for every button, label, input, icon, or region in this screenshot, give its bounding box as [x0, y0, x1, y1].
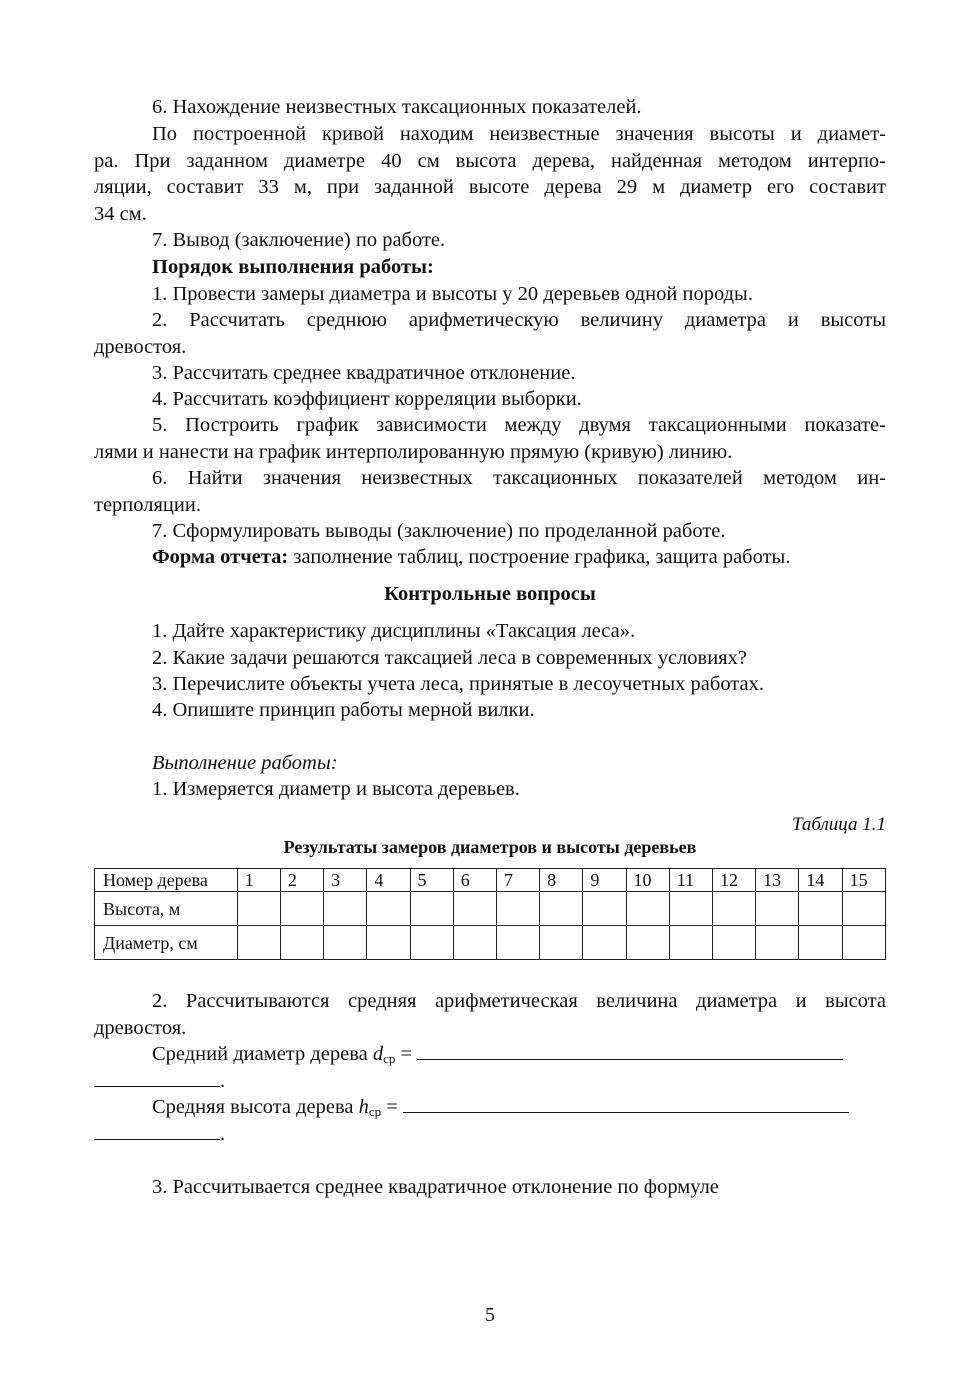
mean-height-equals: = [381, 1096, 403, 1118]
step2-line-1: 2. Рассчитываются средняя арифметическая величина диаметра и высота [152, 990, 886, 1012]
mean-height-blank[interactable] [403, 1094, 849, 1113]
mean-diameter-label: Средний диаметр дерева [152, 1043, 373, 1065]
tree-number-cell: 14 [799, 869, 842, 892]
procedure-step-6-line-2: терполяции. [94, 494, 201, 516]
tree-number-cell: 9 [583, 869, 626, 892]
procedure-step-7: 7. Сформулировать выводы (заключение) по проделанной работе. [152, 520, 726, 542]
procedure-heading: Порядок выполнения работы: [152, 256, 434, 278]
mean-diameter-symbol: d [372, 1043, 384, 1065]
diameter-cell[interactable] [496, 926, 539, 960]
height-cell[interactable] [756, 892, 799, 926]
tree-number-cell: 1 [237, 869, 280, 892]
tree-number-cell: 3 [324, 869, 367, 892]
table-header-row [95, 869, 886, 892]
section6-heading: 6. Нахождение неизвестных таксационных показателей. [152, 96, 642, 118]
diameter-cell[interactable] [453, 926, 496, 960]
height-cell[interactable] [280, 892, 323, 926]
question-2: 2. Какие задачи решаются таксацией леса в современных условиях? [152, 647, 747, 669]
procedure-step-5-line-2: лями и нанести на график интерполированную прямую (кривую) линию. [94, 441, 733, 463]
execution-heading: Выполнение работы: [152, 752, 338, 774]
height-cell[interactable] [712, 892, 755, 926]
tree-number-cell: 2 [280, 869, 323, 892]
question-4: 4. Опишите принцип работы мерной вилки. [152, 699, 535, 721]
results-table [94, 868, 886, 960]
diameter-cell[interactable] [669, 926, 712, 960]
height-cell[interactable] [324, 892, 367, 926]
diameter-cell[interactable] [712, 926, 755, 960]
mean-height-subscript: ср [368, 1104, 382, 1119]
section6-paragraph [94, 121, 886, 227]
question-3: 3. Перечислите объекты учета леса, принятые в лесоучетных работах. [152, 673, 764, 695]
height-cell[interactable] [410, 892, 453, 926]
diameter-cell[interactable] [237, 926, 280, 960]
procedure-step-6-line-1: 6. Найти значения неизвестных таксационных показателей методом ин- [152, 467, 886, 489]
question-1: 1. Дайте характеристику дисциплины «Таксация леса». [152, 620, 636, 642]
height-cell[interactable] [669, 892, 712, 926]
diameter-cell[interactable] [367, 926, 410, 960]
height-cell[interactable] [237, 892, 280, 926]
tree-number-header: Номер дерева [95, 869, 238, 892]
mean-diameter-period: . [220, 1070, 226, 1092]
height-cell[interactable] [496, 892, 539, 926]
tree-number-cell: 4 [367, 869, 410, 892]
section6-line-4: 34 см. [94, 202, 147, 225]
height-cell[interactable] [626, 892, 669, 926]
procedure-step-3: 3. Рассчитать среднее квадратичное отклонение. [152, 362, 576, 384]
mean-height-label: Средняя высота дерева [152, 1096, 359, 1118]
diameter-cell[interactable] [324, 926, 367, 960]
execution-step-1: 1. Измеряется диаметр и высота деревьев. [152, 778, 520, 800]
procedure-step-5-line-1: 5. Построить график зависимости между двумя таксационными показате- [152, 414, 886, 436]
mean-height-line-cont [94, 1121, 886, 1148]
report-form [94, 544, 886, 571]
item7-conclusion: 7. Вывод (заключение) по работе. [152, 229, 446, 251]
table-row-diameter [95, 926, 886, 960]
mean-diameter-blank-cont[interactable] [94, 1068, 220, 1087]
height-cell[interactable] [540, 892, 583, 926]
mean-diameter-subscript: ср [383, 1051, 396, 1066]
mean-height-symbol: h [358, 1096, 369, 1118]
diameter-row-label: Диаметр, см [95, 926, 238, 960]
diameter-cell[interactable] [540, 926, 583, 960]
mean-height-blank-cont[interactable] [94, 1121, 220, 1140]
tree-number-cell: 15 [842, 869, 885, 892]
step2-line-2: древостоя. [94, 1017, 187, 1039]
diameter-cell[interactable] [280, 926, 323, 960]
tree-number-cell: 7 [496, 869, 539, 892]
diameter-cell[interactable] [583, 926, 626, 960]
tree-number-cell: 5 [410, 869, 453, 892]
page-number: 5 [485, 1304, 495, 1326]
diameter-cell[interactable] [626, 926, 669, 960]
tree-number-cell: 10 [626, 869, 669, 892]
section6-line-3: ляции, составит 33 м, при заданной высоте дерева 29 м диаметр его составит [94, 176, 886, 198]
height-cell[interactable] [367, 892, 410, 926]
section6-line-2: ра. При заданном диаметре 40 см высота дерева, найденная методом интерпо- [94, 149, 886, 172]
tree-number-cell: 8 [540, 869, 583, 892]
diameter-cell[interactable] [756, 926, 799, 960]
height-row-label: Высота, м [95, 892, 238, 926]
diameter-cell[interactable] [799, 926, 842, 960]
height-cell[interactable] [453, 892, 496, 926]
mean-diameter-blank[interactable] [417, 1041, 843, 1060]
diameter-cell[interactable] [842, 926, 885, 960]
procedure-step-1: 1. Провести замеры диаметра и высоты у 20 деревьев одной породы. [152, 283, 753, 305]
height-cell[interactable] [842, 892, 885, 926]
procedure-step-2-line-1: 2. Рассчитать среднюю арифметическую величину диаметра и высоты [152, 309, 886, 331]
diameter-cell[interactable] [410, 926, 453, 960]
questions-heading: Контрольные вопросы [384, 583, 596, 605]
mean-diameter-line-cont [94, 1068, 886, 1095]
tree-number-cell: 13 [756, 869, 799, 892]
procedure-step-2-line-2: древостоя. [94, 336, 187, 358]
step3-text: 3. Рассчитывается среднее квадратичное отклонение по формуле [152, 1176, 719, 1198]
tree-number-cell: 6 [453, 869, 496, 892]
tree-number-cell: 11 [669, 869, 712, 892]
report-form-text: заполнение таблиц, построение графика, защита работы. [288, 546, 791, 568]
tree-number-cell: 12 [712, 869, 755, 892]
height-cell[interactable] [583, 892, 626, 926]
mean-height-period: . [220, 1123, 226, 1145]
mean-diameter-equals: = [395, 1043, 418, 1065]
report-form-label: Форма отчета: [152, 546, 289, 568]
section6-line-1: По построенной кривой находим неизвестные значения высоты и диамет- [152, 123, 886, 145]
table-row-height [95, 892, 886, 926]
table-label: Таблица 1.1 [792, 814, 886, 835]
height-cell[interactable] [799, 892, 842, 926]
procedure-step-4: 4. Рассчитать коэффициент корреляции выборки. [152, 388, 582, 410]
table-caption: Результаты замеров диаметров и высоты деревьев [283, 837, 697, 857]
